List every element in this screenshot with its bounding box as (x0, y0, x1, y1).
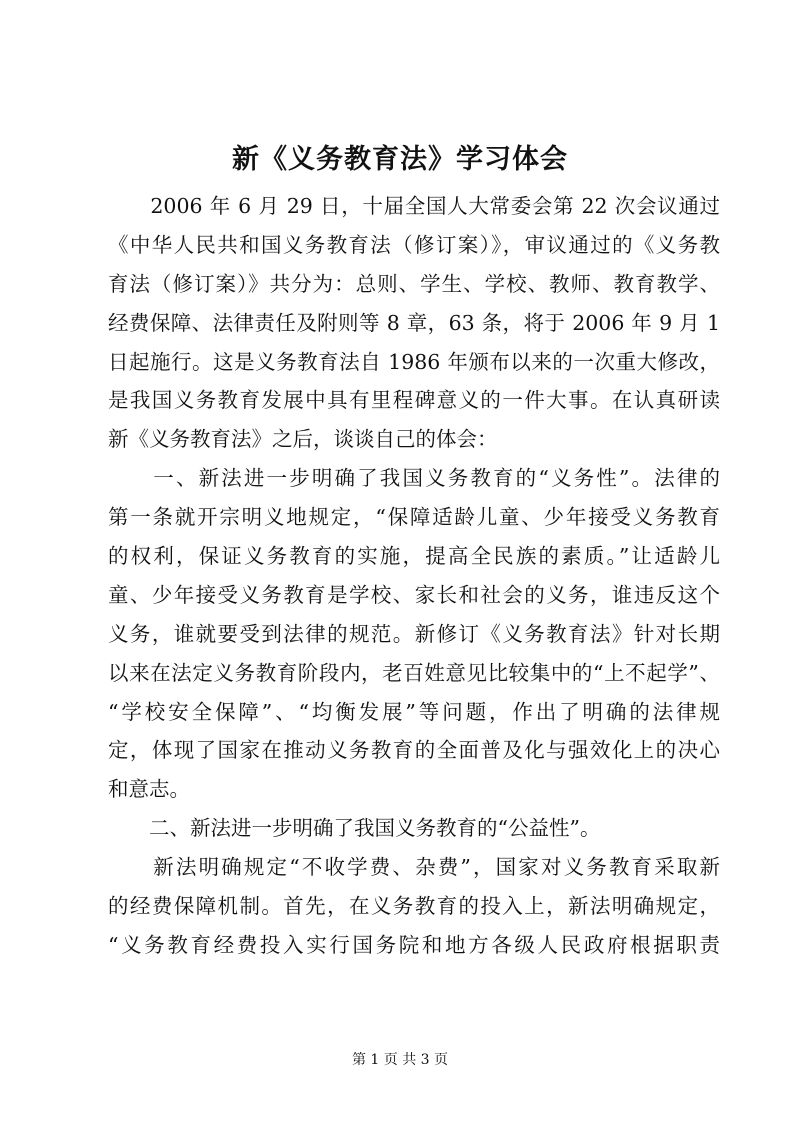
body-line: 和意志。 (108, 777, 190, 802)
body-line: 经费保障、法律责任及附则等 8 章，63 条，将于 2006 年 9 月 1 (108, 310, 720, 335)
body-line: 一、新法进一步明确了我国义务教育的“义务性”。法律的 (108, 466, 720, 491)
body-line: “义务教育经费投入实行国务院和地方各级人民政府根据职责 (108, 932, 720, 957)
body-line: 《中华人民共和国义务教育法（修订案）》，审议通过的《义务教 (108, 232, 720, 257)
body-line: 义务，谁就要受到法律的规范。新修订《义务教育法》针对长期 (108, 621, 720, 646)
body-line: 二、新法进一步明确了我国义务教育的“公益性”。 (108, 816, 601, 841)
body-line: 2006 年 6 月 29 日，十届全国人大常委会第 22 次会议通过 (108, 194, 720, 218)
body-line: “学校安全保障”、“均衡发展”等问题，作出了明确的法律规 (108, 699, 720, 724)
body-line: 以来在法定义务教育阶段内，老百姓意见比较集中的“上不起学”、 (108, 660, 720, 685)
body-line: 新《义务教育法》之后，谈谈自己的体会： (108, 427, 498, 452)
document-title: 新《义务教育法》学习体会 (232, 144, 568, 175)
body-line: 的权利，保证义务教育的实施，提高全民族的素质。”让适龄儿 (108, 544, 720, 569)
page-number-footer: 第 1 页 共 3 页 (351, 1052, 449, 1068)
body-line: 日起施行。这是义务教育法自 1986 年颁布以来的一次重大修改， (108, 349, 720, 374)
body-line: 定，体现了国家在推动义务教育的全面普及化与强效化上的决心 (108, 738, 720, 763)
body-line: 第一条就开宗明义地规定，“保障适龄儿童、少年接受义务教育 (108, 505, 720, 530)
body-line: 新法明确规定“不收学费、杂费”，国家对义务教育采取新 (108, 855, 720, 880)
body-line: 育法（修订案）》共分为：总则、学生、学校、教师、教育教学、 (108, 271, 720, 296)
document-body (108, 187, 720, 965)
body-line: 童、少年接受义务教育是学校、家长和社会的义务，谁违反这个 (108, 582, 720, 607)
body-line: 的经费保障机制。首先，在义务教育的投入上，新法明确规定， (108, 894, 720, 919)
body-line: 是我国义务教育发展中具有里程碑意义的一件大事。在认真研读 (108, 388, 720, 413)
